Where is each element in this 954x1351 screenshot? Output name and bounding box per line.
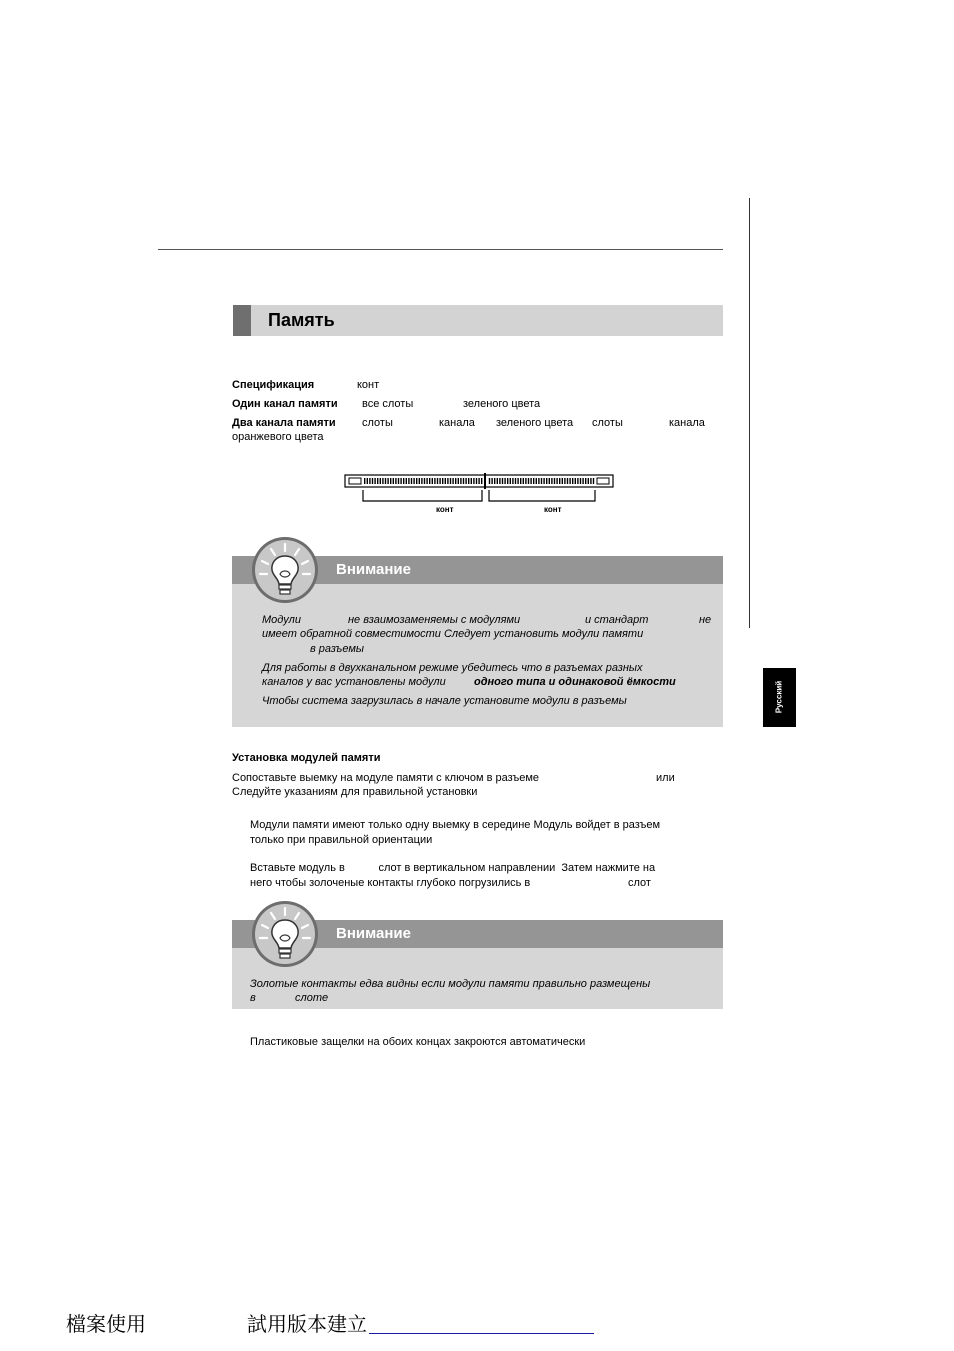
dual-channel-text: канала bbox=[439, 417, 475, 429]
section-marker bbox=[233, 305, 251, 336]
install-step-line: Пластиковые защелки на обоих концах закроются автоматически bbox=[250, 1036, 586, 1048]
bracket-right bbox=[489, 490, 595, 501]
callout-text: Модули bbox=[262, 614, 301, 626]
install-text: него чтобы золоченые контакты глубоко погрузились в bbox=[250, 877, 531, 889]
callout-title: Внимание bbox=[336, 925, 411, 942]
install-text: Сопоставьте выемку на модуле памяти с ключом в разъеме bbox=[232, 772, 540, 784]
header-rule bbox=[158, 249, 723, 250]
callout-text: не взаимозаменяемы с модулями bbox=[348, 614, 521, 626]
spec-label: Спецификация bbox=[232, 379, 315, 391]
footer-link-underline bbox=[369, 1333, 594, 1334]
single-channel-text: зеленого цвета bbox=[463, 398, 541, 410]
dual-channel-text: слоты bbox=[362, 417, 393, 429]
install-text-line: Следуйте указаниям для правильной установки bbox=[232, 786, 478, 798]
callout-text: и стандарт bbox=[585, 614, 649, 626]
bracket-left bbox=[363, 490, 482, 501]
callout-text: в bbox=[250, 992, 256, 1004]
diagram-label-left: конт bbox=[436, 505, 454, 514]
callout-text: каналов у вас установлены модули bbox=[262, 676, 446, 688]
install-heading: Установка модулей памяти bbox=[232, 752, 381, 764]
lightbulb-icon bbox=[251, 536, 319, 604]
callout-text-line: Золотые контакты едва видны если модули памяти правильно размещены bbox=[250, 978, 651, 990]
install-text: слот bbox=[628, 877, 651, 889]
single-channel-label: Один канал памяти bbox=[232, 398, 338, 410]
callout-text-line: Чтобы система загрузилась в начале установите модули в разъемы bbox=[262, 695, 627, 707]
spec-text: конт bbox=[357, 379, 380, 391]
callout-title: Внимание bbox=[336, 561, 411, 578]
lightbulb-icon bbox=[251, 900, 319, 968]
callout-text-emphasis: одного типа и одинаковой ёмкости bbox=[474, 676, 676, 688]
callout-text-line: Для работы в двухканальном режиме убедитесь что в разъемах разных bbox=[262, 662, 643, 674]
install-step-line: Вставьте модуль в слот в вертикальном направлении Затем нажмите на bbox=[250, 862, 656, 874]
install-text: или bbox=[656, 772, 675, 784]
section-title: Память bbox=[268, 310, 335, 330]
language-tab-label: Русский bbox=[774, 680, 784, 714]
footer-text: 試用版本建立 bbox=[247, 1312, 367, 1336]
callout-text-line: в разъемы bbox=[310, 643, 365, 655]
dual-channel-text: слоты bbox=[592, 417, 623, 429]
dual-channel-text: канала bbox=[669, 417, 705, 429]
slot-pins bbox=[364, 478, 594, 484]
language-tab bbox=[763, 668, 796, 727]
install-step-line: Модули памяти имеют только одну выемку в середине Модуль войдет в разъем bbox=[250, 819, 661, 831]
dual-channel-text: оранжевого цвета bbox=[232, 431, 324, 443]
install-step-line: только при правильной ориентации bbox=[250, 834, 433, 846]
side-rule bbox=[749, 198, 750, 628]
footer-text: 檔案使用 bbox=[66, 1312, 146, 1336]
callout-text-line: имеет обратной совместимости Следует установить модули памяти bbox=[262, 628, 644, 640]
callout-text: слоте bbox=[295, 992, 329, 1004]
dual-channel-text: зеленого цвета bbox=[496, 417, 574, 429]
dual-channel-label: Два канала памяти bbox=[232, 417, 336, 429]
dimm-slot-diagram bbox=[340, 470, 620, 520]
diagram-label-right: конт bbox=[544, 505, 562, 514]
single-channel-text: все слоты bbox=[362, 398, 414, 410]
callout-text: не bbox=[699, 614, 712, 626]
